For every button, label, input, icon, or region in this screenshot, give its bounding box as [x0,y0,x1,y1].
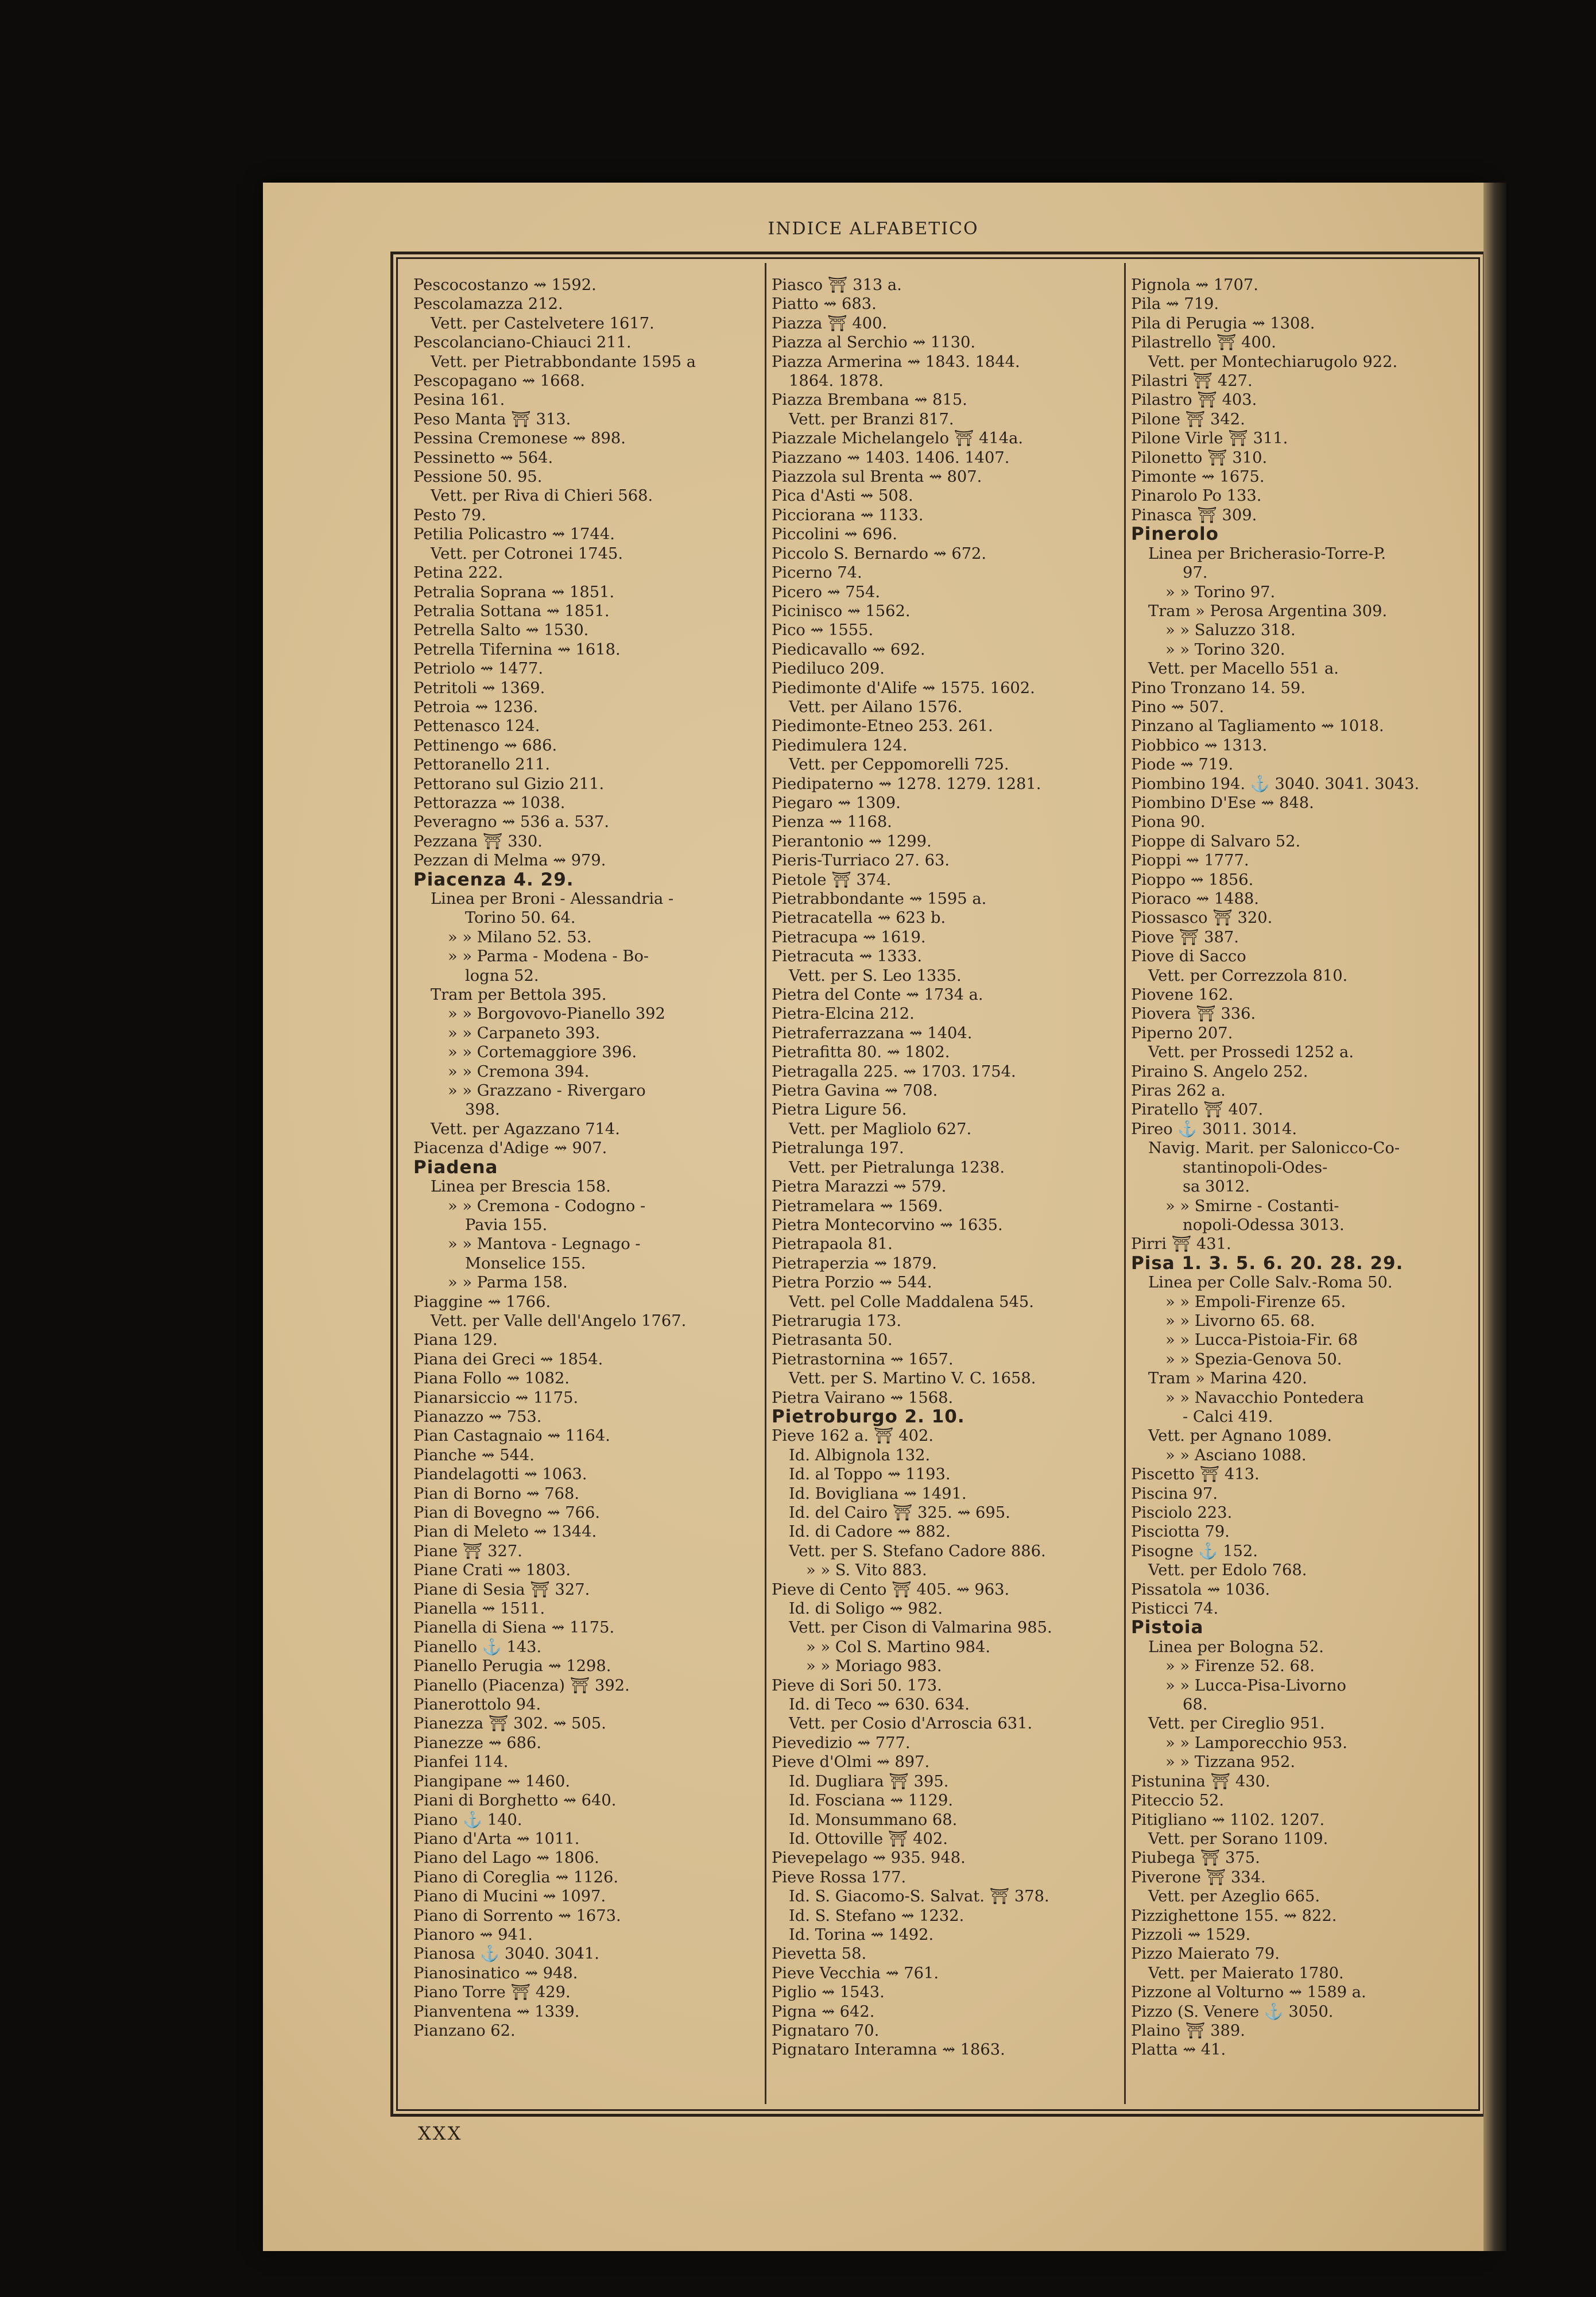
index-entry: Linea per Broni - Alessandria - [431,890,674,908]
index-entry: » » Cremona - Codogno - [448,1197,646,1215]
index-entry: Vett. per Edolo 768. [1148,1561,1307,1580]
index-entry: Pimonte ⇝ 1675. [1131,468,1265,486]
index-entry: Id. Bovigliana ⇝ 1491. [789,1484,967,1503]
index-entry: Pico ⇝ 1555. [772,621,874,640]
index-entry: » » Milano 52. 53. [448,928,592,946]
index-entry: Piverone ⛩ 334. [1131,1868,1266,1886]
index-column-2 [772,276,1118,2085]
index-entry: Pescolamazza 212. [413,295,563,314]
index-entry: Pizzoli ⇝ 1529. [1131,1925,1251,1944]
index-entry: Pavia 155. [465,1216,548,1234]
index-entry: Petrella Tifernina ⇝ 1618. [413,640,621,659]
index-entry: Piove di Sacco [1131,948,1246,966]
index-entry: Pinzano al Tagliamento ⇝ 1018. [1131,717,1384,736]
index-entry: Piacenza 4. 29. [413,869,574,890]
index-entry: Pino ⇝ 507. [1131,698,1225,716]
index-entry: Piano d'Arta ⇝ 1011. [413,1830,580,1848]
index-entry: Pissatola ⇝ 1036. [1131,1580,1270,1599]
index-entry: Pessinetto ⇝ 564. [413,448,553,467]
index-entry: Piandelagotti ⇝ 1063. [413,1465,587,1484]
index-entry: Pescolanciano-Chiauci 211. [413,334,632,352]
index-entry: Piedimonte d'Alife ⇝ 1575. 1602. [772,679,1035,697]
index-entry: » » Col S. Martino 984. [806,1638,991,1656]
index-entry: Pietracatella ⇝ 623 b. [772,909,946,927]
index-entry: Pianfei 114. [413,1753,509,1772]
index-entry: nopoli-Odessa 3013. [1183,1216,1345,1234]
index-entry: Pireo ⚓ 3011. 3014. [1131,1120,1297,1138]
index-entry: Id. di Cadore ⇝ 882. [789,1523,951,1541]
index-entry: Pettoranello 211. [413,756,551,774]
index-entry: Piegaro ⇝ 1309. [772,794,901,812]
index-entry: Pianventena ⇝ 1339. [413,2002,580,2021]
index-entry: Pietra Montecorvino ⇝ 1635. [772,1216,1003,1234]
index-entry: Pizzo (S. Venere ⚓ 3050. [1131,2002,1334,2021]
index-entry: Piano di Coreglia ⇝ 1126. [413,1868,619,1886]
index-entry: Pianella ⇝ 1511. [413,1600,545,1618]
index-entry: Pesto 79. [413,506,486,524]
index-entry: Piovene 162. [1131,986,1234,1004]
index-entry: Vett. per Pietralunga 1238. [789,1158,1005,1177]
index-entry: » » Grazzano - Rivergaro [448,1082,646,1100]
index-entry: Piombino 194. ⚓ 3040. 3041. 3043. [1131,775,1420,793]
index-entry: Navig. Marit. per Salonicco-Co- [1148,1139,1400,1158]
index-entry: Pieve Rossa 177. [772,1868,907,1886]
index-entry: Vett. per Riva di Chieri 568. [431,487,653,505]
index-entry: Id. al Toppo ⇝ 1193. [789,1465,951,1484]
index-entry: Id. di Teco ⇝ 630. 634. [789,1696,970,1714]
index-entry: Piano Torre ⛩ 429. [413,1983,571,2002]
index-entry: Tram » Perosa Argentina 309. [1148,602,1388,620]
index-entry: Piane Crati ⇝ 1803. [413,1561,571,1580]
index-entry: Pettorano sul Gizio 211. [413,775,605,793]
index-entry: Pica d'Asti ⇝ 508. [772,487,913,505]
index-entry: Pian di Meleto ⇝ 1344. [413,1523,597,1541]
index-entry: Pescocostanzo ⇝ 1592. [413,276,596,294]
index-entry: Petriolo ⇝ 1477. [413,660,544,678]
column-divider [765,263,766,2104]
page-header: INDICE ALFABETICO [768,219,979,239]
index-entry: Piediluco 209. [772,660,885,678]
index-entry: » » Livorno 65. 68. [1165,1312,1315,1330]
index-entry: » » Empoli-Firenze 65. [1165,1293,1346,1311]
index-entry: Pianello ⚓ 143. [413,1638,542,1656]
index-entry: Id. Torina ⇝ 1492. [789,1925,934,1944]
index-entry: Pietra Porzio ⇝ 544. [772,1274,932,1292]
index-entry: Pitigliano ⇝ 1102. 1207. [1131,1811,1325,1829]
index-entry: Pietra Vairano ⇝ 1568. [772,1389,954,1407]
index-entry: Tram per Bettola 395. [431,986,607,1004]
index-entry: Pisticci 74. [1131,1600,1219,1618]
index-entry: Vett. per Branzi 817. [789,410,954,428]
index-entry: Piode ⇝ 719. [1131,756,1234,774]
index-entry: Pisa 1. 3. 5. 6. 20. 28. 29. [1131,1252,1404,1274]
index-entry: Piatto ⇝ 683. [772,295,877,314]
index-entry: Piras 262 a. [1131,1082,1226,1100]
index-entry: Piana 129. [413,1331,498,1349]
index-entry: Piano di Mucini ⇝ 1097. [413,1888,606,1906]
index-entry: Linea per Colle Salv.-Roma 50. [1148,1274,1393,1292]
index-entry: » » Lucca-Pisa-Livorno [1165,1676,1346,1695]
index-entry: Pioraco ⇝ 1488. [1131,890,1259,908]
index-entry: » » Torino 320. [1165,640,1285,659]
index-entry: Vett. per Cireglio 951. [1148,1715,1325,1733]
index-entry: Pietroburgo 2. 10. [772,1406,965,1427]
index-entry: Pietrarugia 173. [772,1312,902,1330]
index-entry: sa 3012. [1183,1178,1250,1196]
index-entry: Pieve d'Olmi ⇝ 897. [772,1753,930,1772]
index-entry: Pinerolo [1131,524,1219,545]
index-entry: Piedipaterno ⇝ 1278. 1279. 1281. [772,775,1041,793]
index-entry: » » Tizzana 952. [1165,1753,1296,1772]
index-entry: » » S. Vito 883. [806,1561,927,1580]
index-entry: Pettenasco 124. [413,717,540,736]
index-entry: Pievetta 58. [772,1945,867,1963]
index-entry: Pizzone al Volturno ⇝ 1589 a. [1131,1983,1366,2002]
index-entry: Pietrafitta 80. ⇝ 1802. [772,1043,950,1062]
index-entry: Petralia Soprana ⇝ 1851. [413,583,615,601]
index-entry: Piana Follo ⇝ 1082. [413,1370,570,1388]
index-entry: Pian di Bovegno ⇝ 766. [413,1504,601,1522]
index-entry: Petina 222. [413,564,503,582]
index-entry: Pianerottolo 94. [413,1696,541,1714]
index-entry: » » Spezia-Genova 50. [1165,1350,1342,1368]
index-entry: Pila di Perugia ⇝ 1308. [1131,314,1315,332]
column-divider [1124,263,1126,2104]
index-entry: Id. Monsummano 68. [789,1811,958,1829]
index-entry: Piedicavallo ⇝ 692. [772,640,925,659]
index-entry: Pianche ⇝ 544. [413,1446,534,1464]
index-entry: Pienza ⇝ 1168. [772,813,892,832]
index-entry: Pianosa ⚓ 3040. 3041. [413,1945,599,1963]
index-entry: Vett. per S. Martino V. C. 1658. [789,1370,1036,1388]
index-entry: Piovera ⛩ 336. [1131,1005,1256,1023]
index-column-1 [413,276,758,2085]
index-entry: Piratello ⛩ 407. [1131,1101,1264,1119]
index-entry: Pesina 161. [413,391,505,409]
index-entry: » » Parma - Modena - Bo- [448,948,649,966]
index-entry: Id. Albignola 132. [789,1446,931,1464]
index-entry: Piraino S. Angelo 252. [1131,1062,1308,1081]
index-entry: » » Asciano 1088. [1165,1446,1307,1464]
index-entry: Petrella Salto ⇝ 1530. [413,621,589,640]
index-entry: 1864. 1878. [789,372,884,390]
index-entry: Peso Manta ⛩ 313. [413,410,571,428]
index-entry: Linea per Bologna 52. [1148,1638,1324,1656]
index-entry: Pezzan di Melma ⇝ 979. [413,852,606,870]
index-entry: Pietramelara ⇝ 1569. [772,1197,943,1215]
index-entry: Pietra Marazzi ⇝ 579. [772,1178,947,1196]
index-entry: Vett. per Magliolo 627. [789,1120,972,1138]
index-entry: Pievepelago ⇝ 935. 948. [772,1849,966,1867]
index-entry: Tram » Marina 420. [1148,1370,1307,1388]
index-entry: Vett. per Prossedi 1252 a. [1148,1043,1354,1062]
index-entry: Pian Castagnaio ⇝ 1164. [413,1427,610,1445]
index-entry: Pianoro ⇝ 941. [413,1925,533,1944]
index-entry: Pietrabbondante ⇝ 1595 a. [772,890,987,908]
index-entry: Vett. per Pietrabbondante 1595 a [431,353,696,371]
index-entry: Picinisco ⇝ 1562. [772,602,911,620]
index-entry: Platta ⇝ 41. [1131,2041,1226,2059]
index-entry: Pian di Borno ⇝ 768. [413,1484,580,1503]
index-entry: Vett. per Cosio d'Arroscia 631. [789,1715,1033,1733]
index-entry: Piglio ⇝ 1543. [772,1983,885,2002]
index-entry: Pietrapaola 81. [772,1235,893,1254]
index-entry: Pianarsiccio ⇝ 1175. [413,1389,579,1407]
index-entry: stantinopoli-Odes- [1183,1158,1328,1177]
index-entry: » » Saluzzo 318. [1165,621,1296,640]
index-entry: Pianosinatico ⇝ 948. [413,1964,578,1982]
index-entry: Id. Ottoville ⛩ 402. [789,1830,948,1848]
index-entry: Piadena [413,1157,498,1178]
index-entry: Id. S. Stefano ⇝ 1232. [789,1907,964,1925]
index-entry: Piazza Brembana ⇝ 815. [772,391,967,409]
index-entry: Pizzighettone 155. ⇝ 822. [1131,1907,1337,1925]
book-page [263,183,1483,2251]
index-entry: Pieve Vecchia ⇝ 761. [772,1964,939,1982]
index-entry: Vett. per S. Stefano Cadore 886. [789,1542,1046,1560]
index-entry: Vett. per Cotronei 1745. [431,544,623,563]
index-entry: Pievedizio ⇝ 777. [772,1734,911,1752]
index-entry: Piazzano ⇝ 1403. 1406. 1407. [772,448,1010,467]
index-entry: Vett. pel Colle Maddalena 545. [789,1293,1034,1311]
index-entry: 97. [1183,564,1208,582]
index-entry: Piscina 97. [1131,1484,1218,1503]
index-entry: Piano di Sorrento ⇝ 1673. [413,1907,621,1925]
index-entry: » » Smirne - Costanti- [1165,1197,1339,1215]
index-entry: Pigna ⇝ 642. [772,2002,875,2021]
index-entry: Pioppe di Salvaro 52. [1131,832,1301,850]
index-entry: Pieve di Sori 50. 173. [772,1676,942,1695]
index-entry: » » Lamporecchio 953. [1165,1734,1347,1752]
index-entry: Vett. per Correzzola 810. [1148,966,1348,985]
index-entry: Pettorazza ⇝ 1038. [413,794,565,812]
index-entry: Piazzale Michelangelo ⛩ 414a. [772,430,1024,448]
index-entry: Pietracupa ⇝ 1619. [772,928,926,946]
index-entry: Pianello (Piacenza) ⛩ 392. [413,1676,630,1695]
index-entry: Pezzana ⛩ 330. [413,832,543,850]
index-entry: Pianzano 62. [413,2021,516,2040]
index-entry: Piperno 207. [1131,1024,1233,1042]
index-entry: Torino 50. 64. [465,909,576,927]
index-entry: Vett. per Agazzano 714. [431,1120,620,1138]
index-entry: » » Parma 158. [448,1274,568,1292]
index-entry: Pietra Ligure 56. [772,1101,907,1119]
index-entry: Pistunina ⛩ 430. [1131,1772,1270,1791]
index-entry: Piedimonte-Etneo 253. 261. [772,717,993,736]
index-entry: Piana dei Greci ⇝ 1854. [413,1350,603,1368]
index-entry: Petritoli ⇝ 1369. [413,679,545,697]
index-entry: Pietrasanta 50. [772,1331,893,1349]
index-entry: » » Cortemaggiore 396. [448,1043,637,1062]
index-entry: » » Firenze 52. 68. [1165,1657,1315,1676]
index-entry: Piano del Lago ⇝ 1806. [413,1849,599,1867]
page-number: XXX [418,2122,463,2144]
index-entry: Id. S. Giacomo-S. Salvat. ⛩ 378. [789,1888,1049,1906]
index-entry: Pietragalla 225. ⇝ 1703. 1754. [772,1062,1016,1081]
index-entry: Pisogne ⚓ 152. [1131,1542,1258,1560]
index-entry: Piccolo S. Bernardo ⇝ 672. [772,544,987,563]
index-entry: » » Mantova - Legnago - [448,1235,641,1254]
index-entry: Vett. per Agnano 1089. [1148,1427,1332,1445]
index-entry: Pirri ⛩ 431. [1131,1235,1231,1254]
index-entry: Id. Fosciana ⇝ 1129. [789,1792,954,1810]
index-entry: Pietraferrazzana ⇝ 1404. [772,1024,973,1042]
index-entry: Pianazzo ⇝ 753. [413,1407,542,1426]
index-entry: Pinasca ⛩ 309. [1131,506,1257,524]
index-entry: Pietra del Conte ⇝ 1734 a. [772,986,983,1004]
index-entry: Piscetto ⛩ 413. [1131,1465,1260,1484]
index-entry: Pignola ⇝ 1707. [1131,276,1258,294]
index-entry: Pioppo ⇝ 1856. [1131,871,1254,889]
index-entry: 68. [1183,1696,1208,1714]
index-entry: Piccolini ⇝ 696. [772,525,897,544]
index-entry: Pizzo Maierato 79. [1131,1945,1280,1963]
index-entry: Piane ⛩ 327. [413,1542,522,1560]
index-entry: Linea per Bricherasio-Torre-P. [1148,544,1386,563]
index-entry: Peveragno ⇝ 536 a. 537. [413,813,610,832]
index-entry: Picerno 74. [772,564,862,582]
index-entry: Pilone ⛩ 342. [1131,410,1245,428]
index-entry: Piubega ⛩ 375. [1131,1849,1260,1867]
index-entry: Pettinengo ⇝ 686. [413,736,557,755]
index-entry: - Calci 419. [1183,1407,1273,1426]
index-entry: Pescopagano ⇝ 1668. [413,372,585,390]
page-edge [1483,183,1506,2251]
index-entry: Piossasco ⛩ 320. [1131,909,1273,927]
index-entry: Pisciolo 223. [1131,1504,1233,1522]
index-entry: Pietole ⛩ 374. [772,871,892,889]
index-entry: Pistoia [1131,1617,1204,1638]
index-entry: Piove ⛩ 387. [1131,928,1239,946]
index-entry: Vett. per Cison di Valmarina 985. [789,1619,1052,1637]
index-entry: Vett. per Castelvetere 1617. [431,314,654,332]
index-entry: Piobbico ⇝ 1313. [1131,736,1268,755]
index-entry: Vett. per Macello 551 a. [1148,660,1339,678]
index-entry: Pierantonio ⇝ 1299. [772,832,932,850]
index-entry: Id. Dugliara ⛩ 395. [789,1772,949,1791]
index-entry: Piano ⚓ 140. [413,1811,522,1829]
index-entry: Piane di Sesia ⛩ 327. [413,1580,590,1599]
index-entry: 398. [465,1101,500,1119]
index-entry: Pignataro 70. [772,2021,880,2040]
index-entry: Pieris-Turriaco 27. 63. [772,852,950,870]
index-entry: Pioppi ⇝ 1777. [1131,852,1249,870]
index-entry: Vett. per Sorano 1109. [1148,1830,1328,1848]
index-entry: » » Navacchio Pontedera [1165,1389,1364,1407]
index-entry: Pessione 50. 95. [413,468,543,486]
index-entry: Plaino ⛩ 389. [1131,2021,1245,2040]
index-entry: Vett. per Montechiarugolo 922. [1148,353,1398,371]
index-entry: logna 52. [465,966,539,985]
index-entry: Piedimulera 124. [772,736,908,755]
index-entry: » » Carpaneto 393. [448,1024,601,1042]
index-entry: Piazza Armerina ⇝ 1843. 1844. [772,353,1020,371]
index-entry: Pietra-Elcina 212. [772,1005,915,1023]
index-entry: Pieve di Cento ⛩ 405. ⇝ 963. [772,1580,1010,1599]
index-entry: Vett. per Ailano 1576. [789,698,963,716]
index-entry: Piasco ⛩ 313 a. [772,276,902,294]
index-entry: Pignataro Interamna ⇝ 1863. [772,2041,1005,2059]
index-entry: Id. del Cairo ⛩ 325. ⇝ 695. [789,1504,1010,1522]
index-entry: Petilia Policastro ⇝ 1744. [413,525,615,544]
index-entry: » » Lucca-Pistoia-Fir. 68 [1165,1331,1358,1349]
index-entry: Vett. per Valle dell'Angelo 1767. [431,1312,687,1330]
index-entry: Pianezze ⇝ 686. [413,1734,542,1752]
index-entry: Pietrastornina ⇝ 1657. [772,1350,954,1368]
index-entry: Pisciotta 79. [1131,1523,1230,1541]
index-entry: Piazza al Serchio ⇝ 1130. [772,334,976,352]
index-entry: Pessina Cremonese ⇝ 898. [413,430,626,448]
index-entry: Pilastrello ⛩ 400. [1131,334,1276,352]
index-entry: Pietra Gavina ⇝ 708. [772,1082,938,1100]
index-entry: Pilastro ⛩ 403. [1131,391,1257,409]
index-entry: Pietracuta ⇝ 1333. [772,948,923,966]
index-entry: Piani di Borghetto ⇝ 640. [413,1792,617,1810]
index-entry: Picero ⇝ 754. [772,583,881,601]
index-entry: Piaggine ⇝ 1766. [413,1293,551,1311]
index-entry: Piombino D'Ese ⇝ 848. [1131,794,1314,812]
index-entry: Vett. per S. Leo 1335. [789,966,962,985]
index-entry: Piazza ⛩ 400. [772,314,888,332]
index-entry: Piazzola sul Brenta ⇝ 807. [772,468,982,486]
index-entry: Pilastri ⛩ 427. [1131,372,1253,390]
index-entry: Vett. per Maierato 1780. [1148,1964,1344,1982]
index-entry: Piangipane ⇝ 1460. [413,1772,571,1791]
index-entry: Petroia ⇝ 1236. [413,698,539,716]
index-entry: Pino Tronzano 14. 59. [1131,679,1306,697]
index-entry: Vett. per Ceppomorelli 725. [789,756,1009,774]
index-entry: Pilone Virle ⛩ 311. [1131,430,1288,448]
index-entry: Linea per Brescia 158. [431,1178,611,1196]
index-entry: » » Cremona 394. [448,1062,590,1081]
index-entry: Pietralunga 197. [772,1139,904,1158]
index-entry: Monselice 155. [465,1254,586,1273]
index-entry: Id. di Soligo ⇝ 982. [789,1600,943,1618]
index-entry: » » Borgovovo-Pianello 392 [448,1005,665,1023]
index-entry: » » Torino 97. [1165,583,1276,601]
index-entry: Piteccio 52. [1131,1792,1225,1810]
index-entry: Pieve 162 a. ⛩ 402. [772,1427,934,1445]
index-column-3 [1131,276,1475,2085]
index-entry: Pilonetto ⛩ 310. [1131,448,1268,467]
index-entry: Pianello Perugia ⇝ 1298. [413,1657,611,1676]
index-entry: Pila ⇝ 719. [1131,295,1219,314]
index-entry: Piacenza d'Adige ⇝ 907. [413,1139,607,1158]
index-entry: » » Moriago 983. [806,1657,942,1676]
index-entry: Petralia Sottana ⇝ 1851. [413,602,610,620]
index-entry: Picciorana ⇝ 1133. [772,506,924,524]
index-entry: Piona 90. [1131,813,1206,832]
index-entry: Vett. per Azeglio 665. [1148,1888,1320,1906]
index-entry: Pianezza ⛩ 302. ⇝ 505. [413,1715,606,1733]
index-entry: Pinarolo Po 133. [1131,487,1262,505]
index-entry: Pianella di Siena ⇝ 1175. [413,1619,615,1637]
index-entry: Pietraperzia ⇝ 1879. [772,1254,937,1273]
